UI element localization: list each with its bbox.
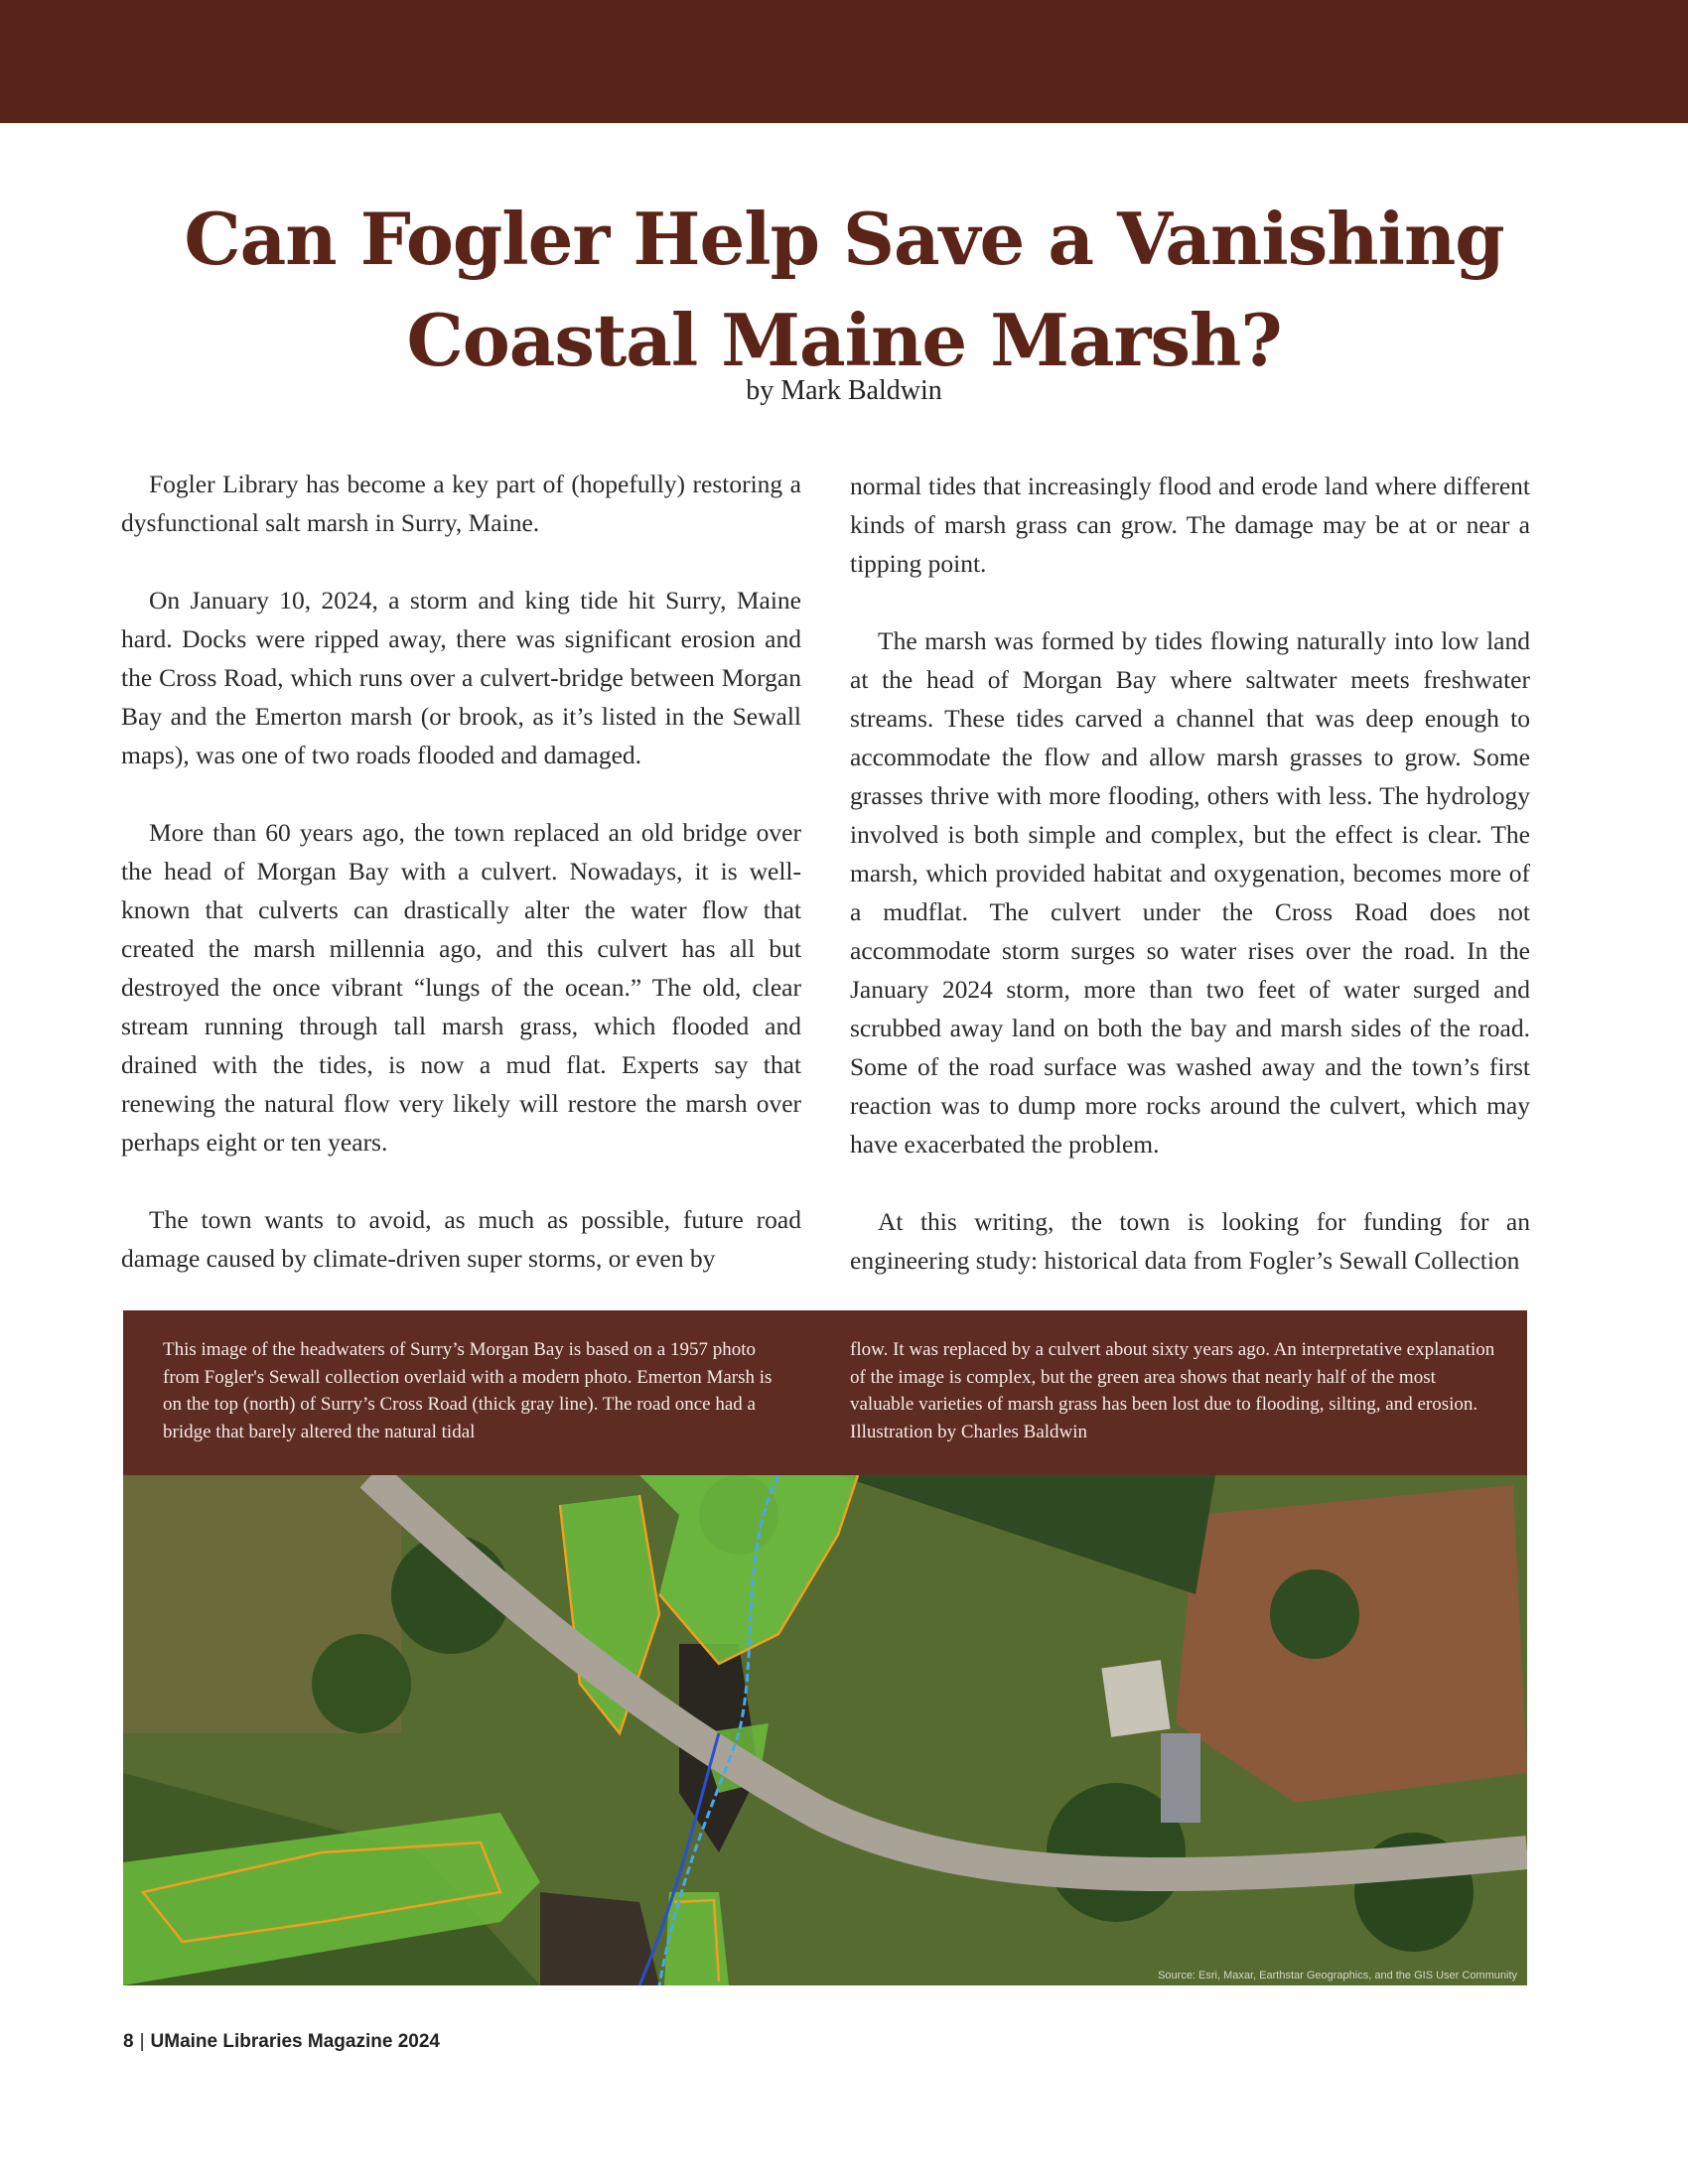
paragraph: The marsh was formed by tides flowing naturally into low land at the head of Morgan Bay where saltwater meets freshwater streams. These tides carved a channel that was deep enough to accommodate the flow and allow marsh grasses to grow. Some grasses thrive with more flooding, others with less. The hydrology involved is both simple and complex, but the effect is clear. The marsh, which provided habitat and oxygenation, becomes more of a mudflat. The culvert under the Cross Road does not accommodate storm surges so water rises over the road. In the January 2024 storm, more than two feet of water surged and scrubbed away land on both the bay and marsh sides of the road. Some of the road surface was washed away and the town’s first reaction was to dump more rocks around the culvert, which may have exacerbated the problem. (850, 626, 1530, 1159)
right-column (850, 467, 1530, 1318)
page-footer (123, 2031, 440, 2053)
left-column (121, 465, 801, 1316)
figure-caption-right: flow. It was replaced by a culvert about sixty years ago. An interpretative explanation of the image is complex, but the green area shows that nearly half of the most valuable varieties of marsh grass has been lost due to flooding, silting, and erosion. Illustration by Charles Baldwin (850, 1339, 1495, 1442)
paragraph: On January 10, 2024, a storm and king tide hit Surry, Maine hard. Docks were ripped away, there was significant erosion and the Cross Road, which runs over a culvert-bridge between Morgan Bay and the Emerton marsh (or brook, as it’s listed in the Sewall maps), was one of two roads flooded and damaged. (121, 586, 801, 769)
aerial-illustration (123, 1475, 1527, 1985)
footer-separator: | (139, 2031, 145, 2052)
aerial-photo (123, 1475, 1527, 1985)
paragraph: normal tides that increasingly flood and erode land where different kinds of marsh grass can grow. The damage may be at or near a tipping point. (850, 472, 1530, 578)
paragraph: At this writing, the town is looking for funding for an engineering study: historical data from Fogler’s Sewall Collection (850, 1207, 1530, 1275)
house (1161, 1733, 1200, 1823)
header-bar (0, 0, 1688, 123)
figure-caption-left: This image of the headwaters of Surry’s Morgan Bay is based on a 1957 photo from Fogler's Sewall collection overlaid with a modern photo. Emerton Marsh is on the top (north) of Surry’s Cross Road (thick gray line). The road once had a bridge that barely altered the natural tidal (163, 1339, 773, 1442)
paragraph: Fogler Library has become a key part of (hopefully) restoring a dysfunctional salt marsh in Surry, Maine. (121, 470, 801, 537)
tree-cluster (1270, 1570, 1359, 1659)
caption-band (123, 1310, 1527, 1475)
byline: by Mark Baldwin (746, 375, 942, 406)
paragraph: The town wants to avoid, as much as possible, future road damage caused by climate-driven super storms, or even by (121, 1205, 801, 1273)
house (1101, 1660, 1170, 1737)
tree-cluster (312, 1634, 411, 1733)
page-number: 8 (123, 2031, 134, 2052)
title-line-1: Can Fogler Help Save a Vanishing (184, 197, 1504, 281)
title-line-2: Coastal Maine Marsh? (406, 298, 1282, 382)
article-title (99, 189, 1589, 391)
paragraph: More than 60 years ago, the town replaced an old bridge over the head of Morgan Bay with a culvert. Nowadays, it is well-known that culverts can drastically alter the water flow that created the marsh millennia ago, and this culvert has all but destroyed the once vibrant “lungs of the ocean.” The old, clear stream running through tall marsh grass, which flooded and drained with the tides, is now a mud flat. Experts say that renewing the natural flow very likely will restore the marsh over perhaps eight or ten years. (121, 818, 801, 1157)
publication-name: UMaine Libraries Magazine 2024 (150, 2031, 440, 2052)
photo-credit: Source: Esri, Maxar, Earthstar Geographics, and the GIS User Community (1158, 1970, 1517, 1981)
bare-field-right (1176, 1485, 1527, 1803)
marsh-figure (123, 1310, 1527, 1985)
